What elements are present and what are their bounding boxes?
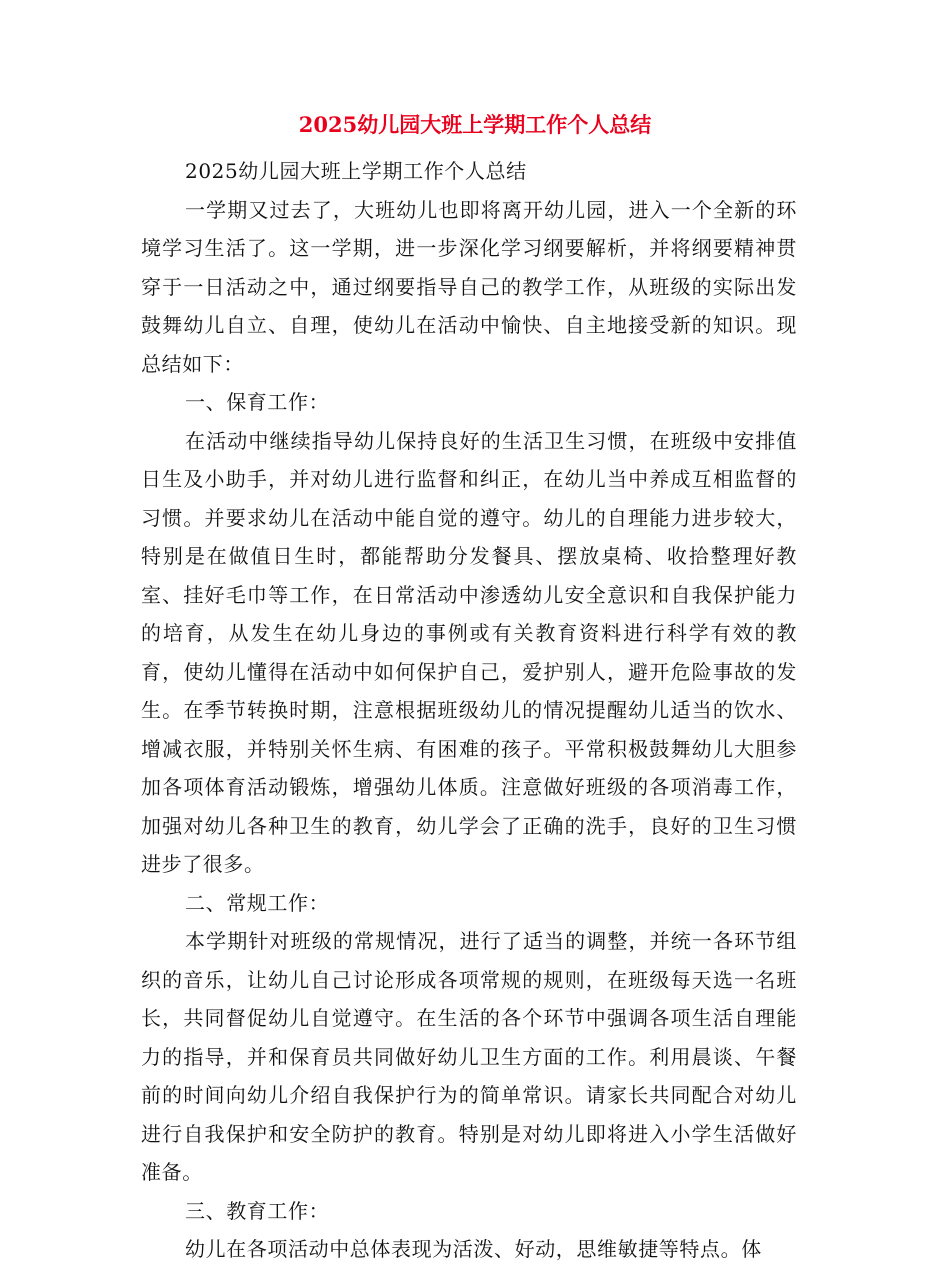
section-heading-routine: 二、常规工作： bbox=[185, 890, 330, 915]
section-heading-education: 三、教育工作： bbox=[185, 1198, 330, 1223]
section-heading-care: 一、保育工作： bbox=[185, 390, 330, 414]
education-paragraph: 幼儿在各项活动中总体表现为活泼、好动，思维敏捷等特点。体 bbox=[185, 1237, 762, 1261]
routine-paragraph: 本学期针对班级的常规情况，进行了适当的调整，并统一各环节组织的音乐，让幼儿自己讨论形成各项常规的规则，在班级每天选一名班长，共同督促幼儿自觉遵守。在生活的各个环节中强调各项生活自理能力的指导，并和保育员共同做好幼儿卫生方面的工作。利用晨谈、午餐前的时间向幼儿介绍自我保护行为的简单常识。请家长共同配合对幼儿进行自我保护和安全防护的教育。特别是对幼儿即将进入小学生活做好准备。 bbox=[141, 929, 797, 1184]
intro-paragraph: 一学期又过去了，大班幼儿也即将离开幼儿园，进入一个全新的环境学习生活了。这一学期，进一步深化学习纲要解析，并将纲要精神贯穿于一日活动之中，通过纲要指导自己的教学工作，从班级的实际出发鼓舞幼儿自立、自理，使幼儿在活动中愉快、自主地接受新的知识。现总结如下： bbox=[141, 197, 797, 376]
document-title: 2025幼儿园大班上学期工作个人总结 bbox=[298, 112, 652, 137]
document-body bbox=[141, 152, 797, 1269]
care-paragraph: 在活动中继续指导幼儿保持良好的生活卫生习惯，在班级中安排值日生及小助手，并对幼儿进行监督和纠正，在幼儿当中养成互相监督的习惯。并要求幼儿在活动中能自觉的遵守。幼儿的自理能力进步较大，特别是在做值日生时，都能帮助分发餐具、摆放桌椅、收拾整理好教室、挂好毛巾等工作，在日常活动中渗透幼儿安全意识和自我保护能力的培育，从发生在幼儿身边的事例或有关教育资料进行科学有效的教育，使幼儿懂得在活动中如何保护自己，爱护别人，避开危险事故的发生。在季节转换时期，注意根据班级幼儿的情况提醒幼儿适当的饮水、增减衣服，并特别关怀生病、有困难的孩子。平常积极鼓舞幼儿大胆参加各项体育活动锻炼，增强幼儿体质。注意做好班级的各项消毒工作，加强对幼儿各种卫生的教育，幼儿学会了正确的洗手，良好的卫生习惯进步了很多。 bbox=[141, 428, 797, 876]
subtitle-paragraph: 2025幼儿园大班上学期工作个人总结 bbox=[185, 159, 527, 183]
